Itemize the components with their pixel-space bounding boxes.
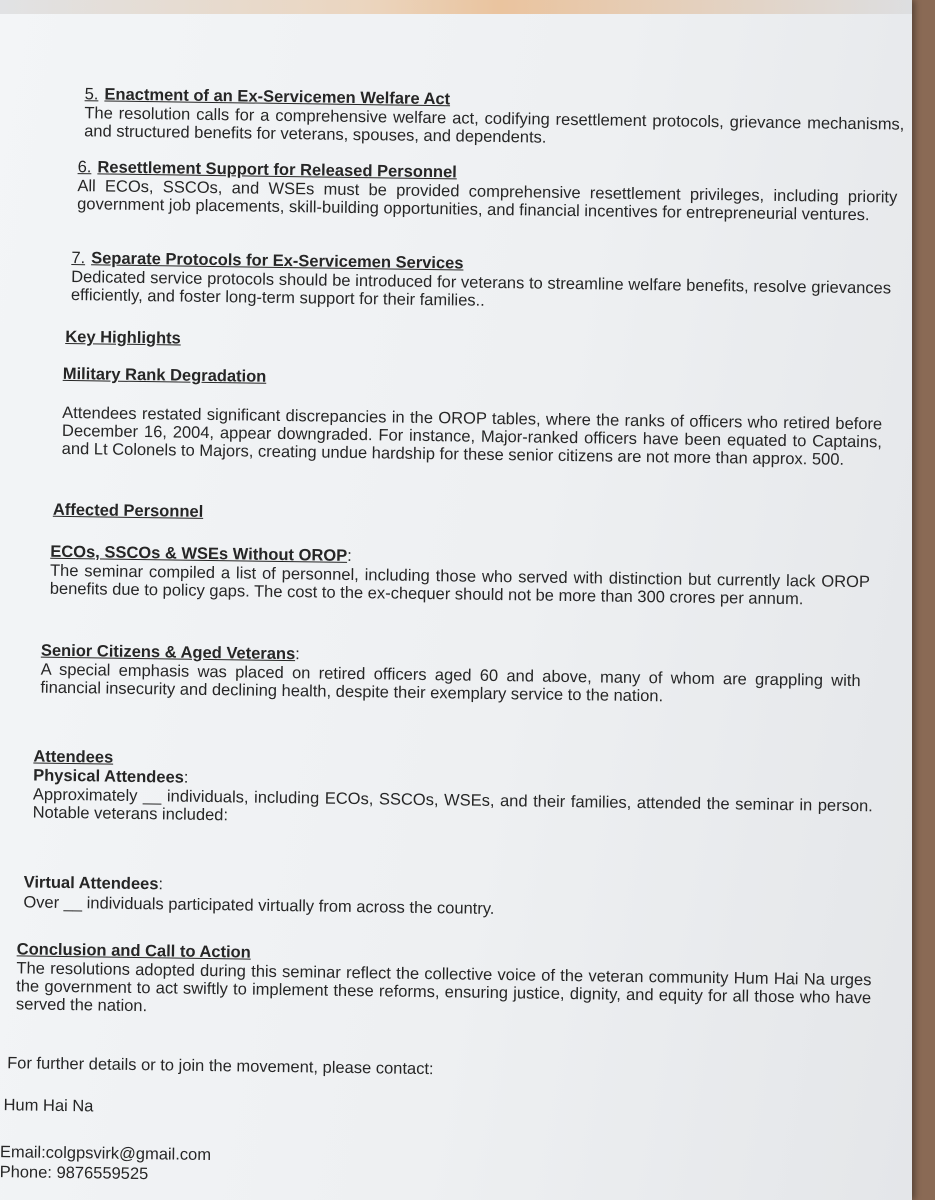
ecos-heading: ECOs, SSCOs & WSEs Without OROP [50,542,348,565]
contact-details [0,1142,820,1193]
section-title: Enactment of an Ex-Servicemen Welfare Act [104,85,451,109]
seniors-body: A special emphasis was placed on retired officers aged 60 and above, many of whom are grappling with financial insecurity and declining health, despite their exemplary service to the nation. [40,660,861,706]
seniors-heading: Senior Citizens & Aged Veterans [40,641,296,664]
military-rank-section [62,365,883,469]
section-body: Dedicated service protocols should be introduced for veterans to streamline welfare benefits, resolve grievances efficiently, and foster long-term support for their families.. [70,268,892,310]
affected-personnel [53,501,873,531]
virtual-attendees-body: Over __ individuals participated virtually from across the country. [23,893,495,918]
contact-email: Email:colgpsvirk@gmail.com [0,1143,212,1165]
contact-org: Hum Hai Na [3,1096,94,1116]
military-rank-heading: Military Rank Degradation [62,364,267,386]
section-number: 6. [77,158,92,177]
heading-colon: : [295,645,300,664]
heading-colon: : [158,875,164,894]
section-7 [71,249,892,315]
ecos-body: The seminar compiled a list of personnel, including those who served with distinction but currently lack OROP benefits due to policy gaps. The cost to the ex-chequer should not be more than 300 crores per annum. [49,561,871,609]
section-5 [84,85,905,151]
section-title: Separate Protocols for Ex-Servicemen Services [91,249,464,273]
attendees-section [33,748,874,834]
section-6 [77,158,898,224]
virtual-attendees-heading: Virtual Attendees [23,873,159,894]
key-highlights-heading: Key Highlights [65,327,181,348]
military-rank-body: Attendees restated significant discrepancies in the OROP tables, where the ranks of officers who retired before December 16, 2004, appear downgraded. For instance, Major-ranked officers have been equated to Captains, and Lt Colonels to Majors, creating undue hardship for these senior citizens are not more than approx. 500. [61,403,883,469]
section-title: Resettlement Support for Released Personnel [97,158,457,182]
conclusion-heading: Conclusion and Call to Action [16,940,251,962]
attendees-heading: Attendees [33,747,114,767]
ecos-section [50,543,871,609]
section-number: 7. [71,249,86,268]
physical-attendees-heading: Physical Attendees [33,766,184,787]
heading-colon: : [183,768,189,787]
virtual-section [23,873,863,924]
section-body: The resolution calls for a comprehensive welfare act, codifying resettlement protocols, grievance mechanisms, and structured benefits for veterans, spouses, and dependents. [84,104,905,147]
contact-intro: For further details or to join the movement, please contact: [7,1054,434,1079]
heading-colon: : [347,546,352,565]
section-number: 5. [84,85,99,104]
section-body: All ECOs, SSCOs, and WSEs must be provided comprehensive resettlement privileges, including priority government job placements, skill-building opportunities, and financial incentives for entrepreneurial ventures. [77,177,898,225]
physical-attendees-body: Approximately __ individuals, including ECOs, SSCOs, WSEs, and their families, attended the seminar in person. Notable veterans included: [32,785,873,825]
seniors-section [40,642,861,708]
contact-org-block [3,1095,823,1126]
conclusion-section [16,940,872,1025]
affected-personnel-heading: Affected Personnel [52,500,204,521]
conclusion-body: The resolutions adopted during this seminar reflect the collective voice of the veteran community Hum Hai Na urges the government to act swiftly to implement these reforms, ensuring justice, dignity, and equity for all those who have served the nation. [15,959,872,1016]
contact-section [7,1053,827,1084]
contact-phone: Phone: 9876559525 [0,1163,149,1184]
key-highlights [65,328,885,358]
